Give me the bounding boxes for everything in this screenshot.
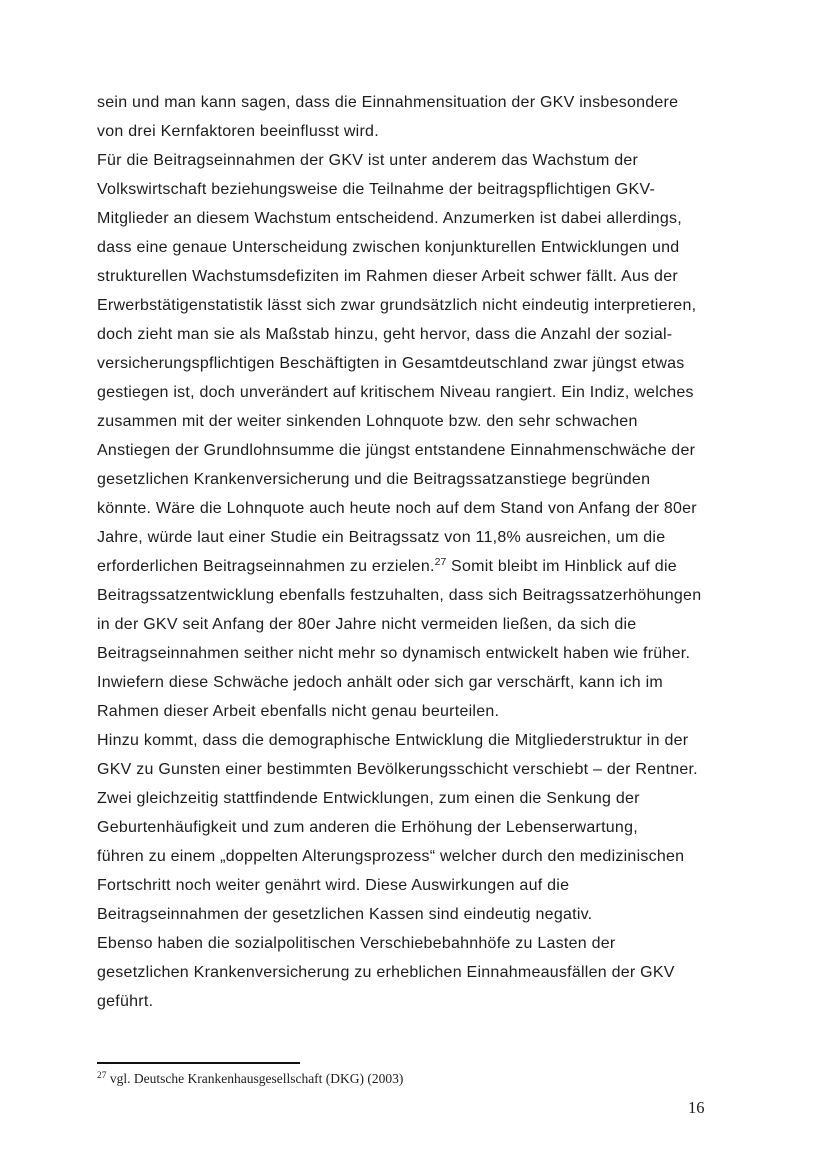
text-line: Beitragseinnahmen der gesetzlichen Kassen sind eindeutig negativ. xyxy=(97,906,593,923)
text-line: Beitragseinnahmen seither nicht mehr so dynamisch entwickelt haben wie früher. xyxy=(97,645,691,662)
text-line: strukturellen Wachstumsdefiziten im Rahmen dieser Arbeit schwer fällt. Aus der xyxy=(97,268,678,285)
text-line: Inwiefern diese Schwäche jedoch anhält oder sich gar verschärft, kann ich im xyxy=(97,674,663,691)
text-line: von drei Kernfaktoren beeinflusst wird. xyxy=(97,123,379,140)
text-segment: erforderlichen Beitragseinnahmen zu erzielen. xyxy=(97,558,435,575)
text-line: Rahmen dieser Arbeit ebenfalls nicht genau beurteilen. xyxy=(97,703,500,720)
footnote-text: vgl. Deutsche Krankenhausgesellschaft (DKG) (2003) xyxy=(106,1071,404,1086)
footnote xyxy=(97,1070,403,1088)
text-line: Mitglieder an diesem Wachstum entscheidend. Anzumerken ist dabei allerdings, xyxy=(97,210,682,227)
text-line: Ebenso haben die sozialpolitischen Verschiebebahnhöfe zu Lasten der xyxy=(97,935,616,952)
text-line: doch zieht man sie als Maßstab hinzu, geht hervor, dass die Anzahl der sozial- xyxy=(97,326,673,343)
text-line: Volkswirtschaft beziehungsweise die Teilnahme der beitragspflichtigen GKV- xyxy=(97,181,656,198)
text-line: Für die Beitragseinnahmen der GKV ist unter anderem das Wachstum der xyxy=(97,152,639,169)
text-line: sein und man kann sagen, dass die Einnahmensituation der GKV insbesondere xyxy=(97,94,679,111)
text-line: dass eine genaue Unterscheidung zwischen konjunkturellen Entwicklungen und xyxy=(97,239,680,256)
text-line: GKV zu Gunsten einer bestimmten Bevölkerungsschicht verschiebt – der Rentner. xyxy=(97,761,698,778)
text-line: versicherungspflichtigen Beschäftigten in Gesamtdeutschland zwar jüngst etwas xyxy=(97,355,685,372)
text-line: zusammen mit der weiter sinkenden Lohnquote bzw. den sehr schwachen xyxy=(97,413,638,430)
text-line: Jahre, würde laut einer Studie ein Beitragssatz von 11,8% ausreichen, um die xyxy=(97,529,666,546)
text-line: Geburtenhäufigkeit und zum anderen die Erhöhung der Lebenserwartung, xyxy=(97,819,638,836)
page-number: 16 xyxy=(688,1098,705,1117)
text-line: Hinzu kommt, dass die demographische Entwicklung die Mitgliederstruktur in der xyxy=(97,732,689,749)
text-line xyxy=(97,552,752,581)
text-line: gesetzlichen Krankenversicherung zu erheblichen Einnahmeausfällen der GKV xyxy=(97,964,675,981)
text-line: führen zu einem „doppelten Alterungsprozess“ welcher durch den medizinischen xyxy=(97,848,685,865)
text-line: könnte. Wäre die Lohnquote auch heute noch auf dem Stand von Anfang der 80er xyxy=(97,500,697,517)
text-line: Fortschritt noch weiter genährt wird. Diese Auswirkungen auf die xyxy=(97,877,570,894)
text-line: gesetzlichen Krankenversicherung und die Beitragssatzanstiege begründen xyxy=(97,471,651,488)
body-text xyxy=(97,88,752,1016)
footnote-marker: 27 xyxy=(97,1071,107,1081)
text-line: Zwei gleichzeitig stattfindende Entwicklungen, zum einen die Senkung der xyxy=(97,790,640,807)
text-line: geführt. xyxy=(97,993,154,1010)
text-line: gestiegen ist, doch unverändert auf kritischem Niveau rangiert. Ein Indiz, welches xyxy=(97,384,694,401)
text-line: in der GKV seit Anfang der 80er Jahre nicht vermeiden ließen, da sich die xyxy=(97,616,637,633)
text-line: Beitragssatzentwicklung ebenfalls festzuhalten, dass sich Beitragssatzerhöhungen xyxy=(97,587,702,604)
text-line: Erwerbstätigenstatistik lässt sich zwar grundsätzlich nicht eindeutig interpretieren, xyxy=(97,297,697,314)
text-segment: Somit bleibt im Hinblick auf die xyxy=(446,558,677,575)
footnote-reference: 27 xyxy=(434,556,447,568)
text-line: Anstiegen der Grundlohnsumme die jüngst entstandene Einnahmenschwäche der xyxy=(97,442,696,459)
footnote-separator-rule xyxy=(97,1062,300,1064)
